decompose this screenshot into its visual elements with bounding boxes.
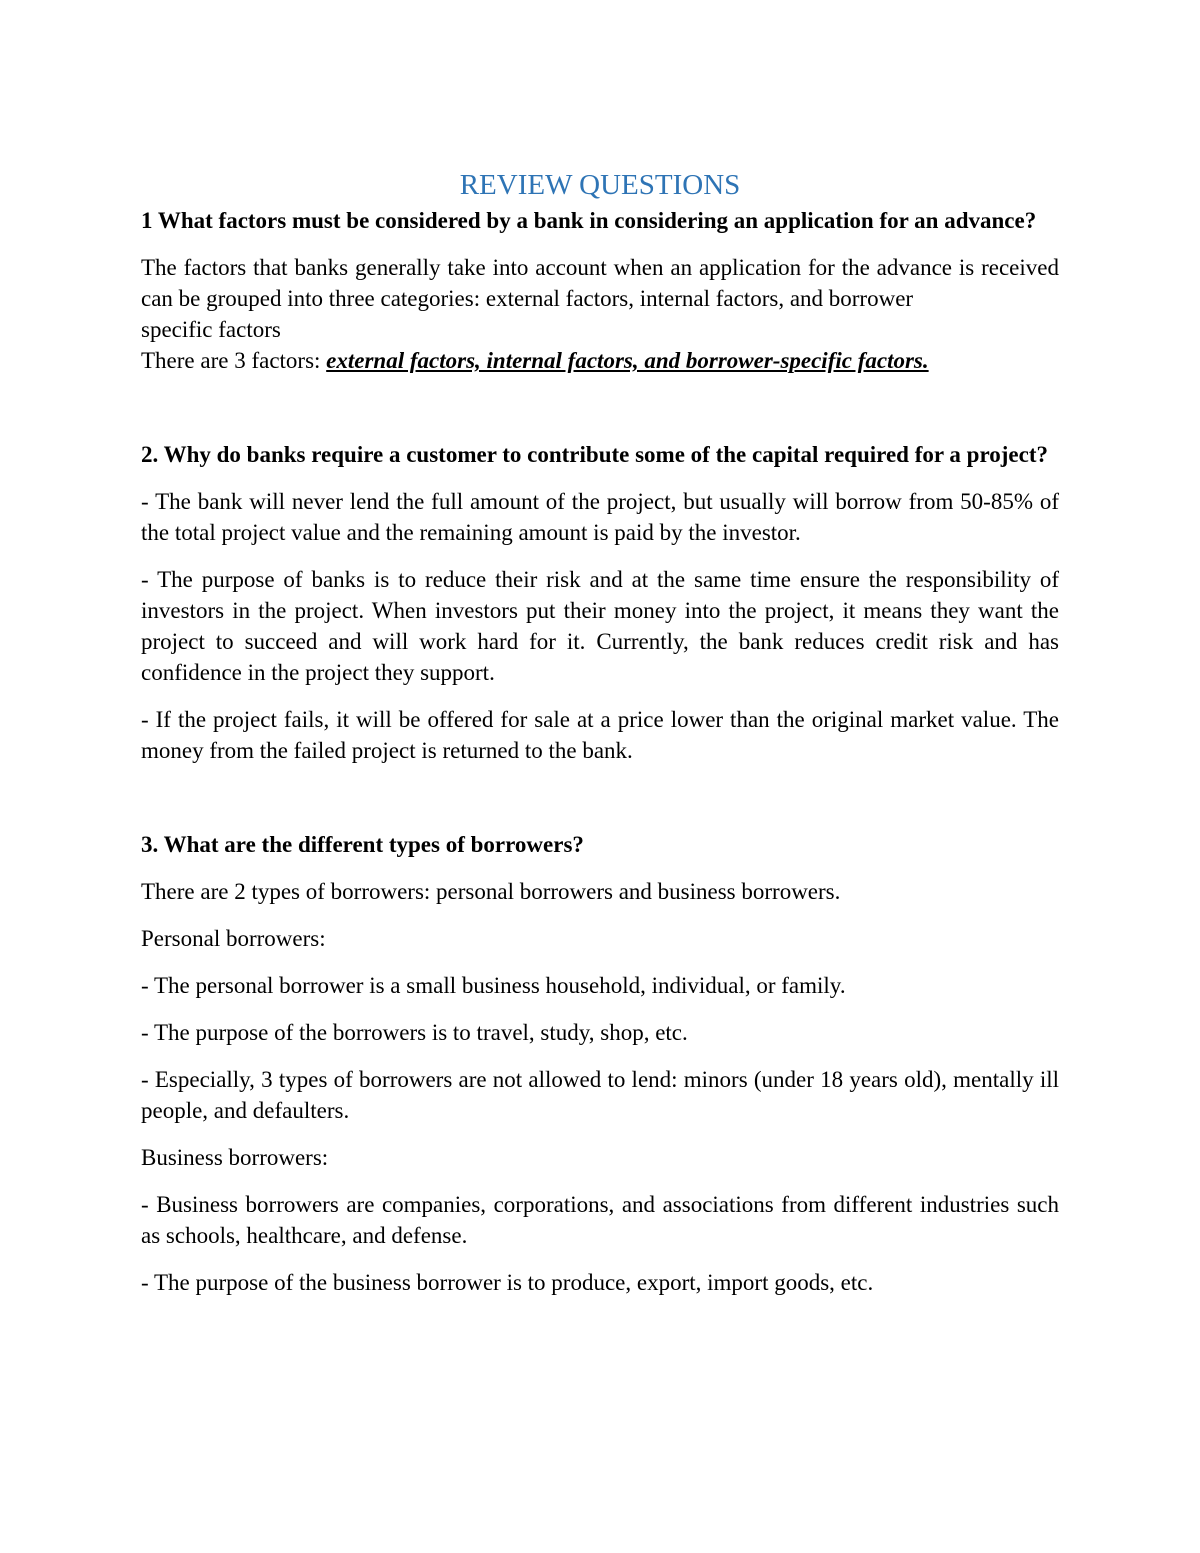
question-1-heading: 1 What factors must be considered by a bank in considering an application for an advance? [141, 208, 1037, 233]
document-page [141, 166, 1059, 1298]
business-borrower-point: - The purpose of the business borrower is to produce, export, import goods, etc. [141, 1270, 874, 1295]
question-2-heading: 2. Why do banks require a customer to contribute some of the capital required for a project? [141, 442, 1048, 467]
question-1-answer [141, 252, 1059, 376]
question-2-point: - The purpose of banks is to reduce their risk and at the same time ensure the responsibility of investors in the project. When investors put their money into the project, it means they want the project to succeed and will work hard for it. Currently, the bank reduces credit risk and has confidence in the project they support. [141, 567, 1059, 685]
answer-1-continuation: specific factors [141, 317, 281, 342]
answer-1-text: The factors that banks generally take into account when an application for the advance is received can be grouped into three categories: external factors, internal factors, and borrower [141, 255, 1059, 311]
question-3-section [141, 829, 1059, 1298]
answer-1-summary-emphasis: external factors, internal factors, and borrower-specific factors. [326, 348, 929, 373]
business-borrower-point: - Business borrowers are companies, corporations, and associations from different industries such as schools, healthcare, and defense. [141, 1192, 1059, 1248]
business-borrowers-heading: Business borrowers: [141, 1145, 329, 1170]
question-1-section [141, 205, 1059, 376]
page-title: REVIEW QUESTIONS [459, 169, 741, 201]
question-2-point: - If the project fails, it will be offered for sale at a price lower than the original market value. The money from the failed project is returned to the bank. [141, 707, 1059, 763]
answer-1-summary-prefix: There are 3 factors: [141, 348, 327, 373]
question-3-intro: There are 2 types of borrowers: personal borrowers and business borrowers. [141, 879, 841, 904]
personal-borrowers-heading: Personal borrowers: [141, 926, 326, 951]
question-3-heading: 3. What are the different types of borrowers? [141, 832, 584, 857]
question-2-section [141, 439, 1059, 766]
personal-borrower-point: - The personal borrower is a small business household, individual, or family. [141, 973, 846, 998]
answer-1-summary [141, 345, 1059, 376]
question-2-point: - The bank will never lend the full amount of the project, but usually will borrow from 50-85% of the total project value and the remaining amount is paid by the investor. [141, 489, 1059, 545]
personal-borrower-point: - The purpose of the borrowers is to travel, study, shop, etc. [141, 1020, 688, 1045]
personal-borrower-point: - Especially, 3 types of borrowers are not allowed to lend: minors (under 18 years old), mentally ill people, and defaulters. [141, 1067, 1059, 1123]
